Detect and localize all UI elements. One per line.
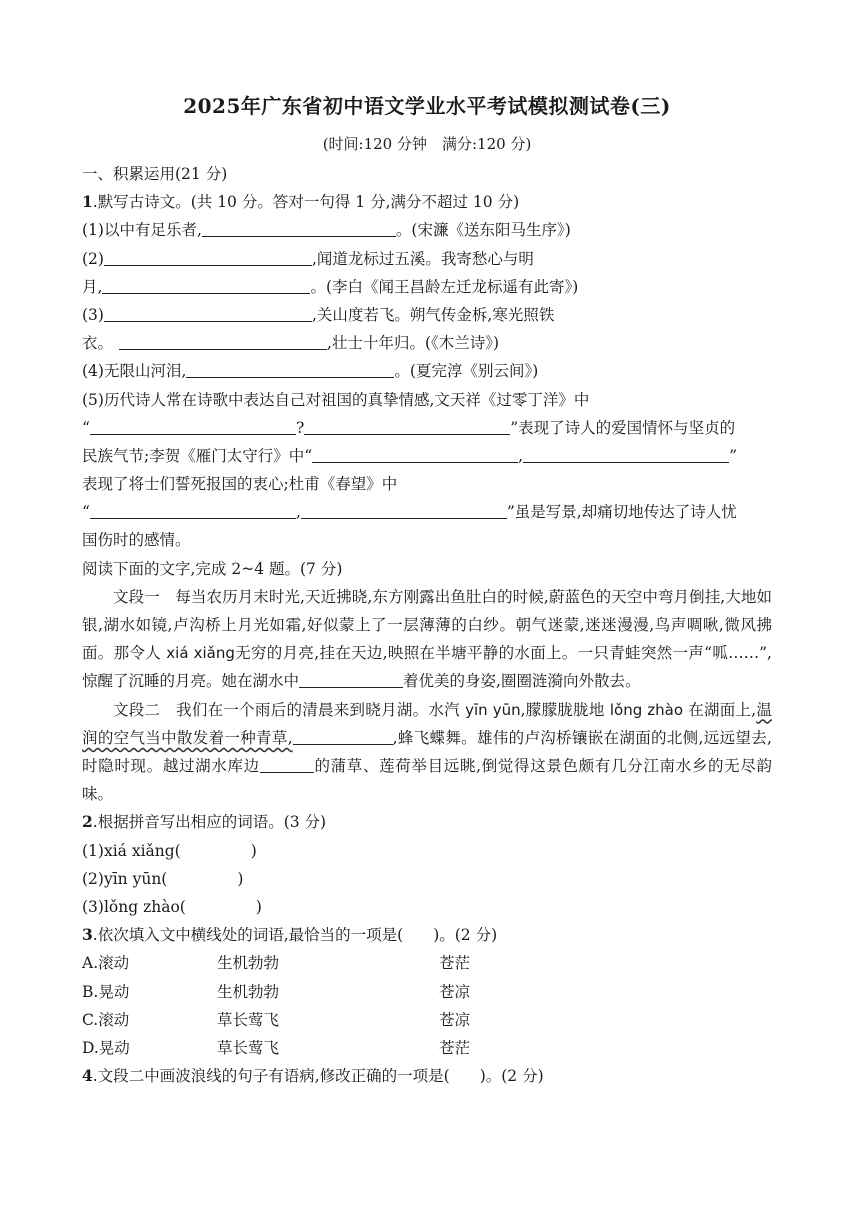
question-4-stem: 4.文段二中画波浪线的句子有语病,修改正确的一项是( )。(2 分): [82, 1066, 544, 1086]
q1-item-5-line6: 国伤时的感情。: [82, 531, 191, 550]
answer-blank[interactable]: [104, 301, 312, 322]
q1-item-5-line3: 民族气节;李贺《雁门太守行》中“ , ”: [82, 442, 772, 470]
answer-blank[interactable]: [293, 724, 393, 745]
exam-page: [82, 90, 772, 1090]
question-1-stem: 1.默写古诗文。(共 10 分。答对一句得 1 分,满分不超过 10 分): [82, 192, 520, 212]
pinyin-text: yīn yūn: [465, 700, 521, 719]
q1-item-2: (2) ,闻道龙标过五溪。我寄愁心与明: [82, 245, 772, 273]
exam-subtitle: (时间:120 分钟 满分:120 分): [322, 135, 532, 153]
answer-blank[interactable]: [119, 329, 327, 350]
question-number: 4: [82, 1066, 93, 1086]
q1-item-3-cont: 衣。 ,壮士十年归。(《木兰诗》): [82, 329, 772, 357]
question-2-stem: 2.根据拼音写出相应的词语。(3 分): [82, 812, 327, 832]
answer-blank[interactable]: [304, 414, 510, 435]
pinyin-text: xiá xiǎng: [166, 644, 235, 663]
answer-blank[interactable]: [301, 498, 507, 519]
question-number: 1: [82, 192, 93, 212]
answer-blank[interactable]: [90, 498, 296, 519]
option-a[interactable]: A.滚动 生机勃勃 苍茫: [82, 954, 471, 973]
answer-blank[interactable]: [102, 273, 310, 294]
q2-item-3: (3)lǒng zhào( ): [82, 898, 262, 916]
q1-item-2-cont: 月, 。(李白《闻王昌龄左迁龙标遥有此寄》): [82, 273, 772, 301]
q1-item-3: (3) ,关山度若飞。朔气传金柝,寒光照铁: [82, 301, 772, 329]
passage-label: 文段二: [113, 700, 161, 719]
wavy-underlined-sentence: 温润的空气当中散发着一种青草,: [82, 700, 772, 747]
answer-blank[interactable]: [523, 442, 729, 463]
q1-item-5-line2: “ ? ”表现了诗人的爱国情怀与坚贞的: [82, 414, 772, 442]
q1-item-5: (5)历代诗人常在诗歌中表达自己对祖国的真挚情感,文天祥《过零丁洋》中: [82, 390, 590, 409]
answer-blank[interactable]: [202, 216, 396, 237]
section-heading: 一、积累运用(21 分): [82, 165, 228, 183]
answer-blank[interactable]: [299, 667, 403, 688]
q2-item-2: (2)yīn yūn( ): [82, 869, 244, 888]
exam-title: 2025年广东省初中语文学业水平考试模拟测试卷(三): [183, 94, 671, 118]
q1-item-1: (1)以中有足乐者, 。(宋濂《送东阳马生序》): [82, 216, 772, 244]
answer-blank[interactable]: [312, 442, 518, 463]
q1-item-5-line5: “ , ”虽是写景,却痛切地传达了诗人忧: [82, 498, 772, 526]
answer-blank[interactable]: [186, 357, 394, 378]
question-3-stem: 3.依次填入文中横线处的词语,最恰当的一项是( )。(2 分): [82, 925, 498, 945]
q1-item-4: (4)无限山河泪, 。(夏完淳《别云间》): [82, 357, 772, 385]
answer-blank[interactable]: [104, 245, 312, 266]
passage-2: 文段二 我们在一个雨后的清晨来到晓月湖。水汽 yīn yūn,朦朦胧胧地 lǒng zhào 在湖面上,温润的空气当中散发着一种青草, ,蜂飞蝶舞。雄伟的卢沟桥镶嵌在湖面的北侧,远远望去,时隐时现。越过湖水库边 的蒲草、莲荷举目远眺,倒觉得这景色颇有几分江南水乡的无尽韵味。: [82, 700, 772, 804]
pinyin-text: lǒng zhào: [609, 700, 684, 719]
q1-item-5-line4: 表现了将士们誓死报国的衷心;杜甫《春望》中: [82, 475, 398, 494]
option-c[interactable]: C.滚动 草长莺飞 苍凉: [82, 1010, 471, 1029]
question-number: 3: [82, 925, 93, 945]
option-b[interactable]: B.晃动 生机勃勃 苍凉: [82, 982, 471, 1001]
option-d[interactable]: D.晃动 草长莺飞 苍茫: [82, 1038, 471, 1057]
answer-blank[interactable]: [90, 414, 296, 435]
question-number: 2: [82, 812, 93, 832]
answer-blank[interactable]: [260, 752, 314, 773]
reading-intro: 阅读下面的文字,完成 2~4 题。(7 分): [82, 559, 343, 578]
passage-label: 文段一: [113, 587, 160, 606]
q2-item-1: (1)xiá xiǎng( ): [82, 841, 257, 860]
passage-1: 文段一 每当农历月末时光,天近拂晓,东方刚露出鱼肚白的时候,蔚蓝色的天空中弯月倒挂,大地如银,湖水如镜,卢沟桥上月光如霜,好似蒙上了一层薄薄的白纱。朝气迷蒙,迷迷漫漫,鸟声啁啾,微风拂面。那令人 xiá xiǎng无穷的月亮,挂在天边,映照在半塘平静的水面上。一只青蛙突然一声“呱……”,惊醒了沉睡的月亮。她在湖水中 着优美的身姿,圈圈涟漪向外散去。: [82, 587, 772, 691]
